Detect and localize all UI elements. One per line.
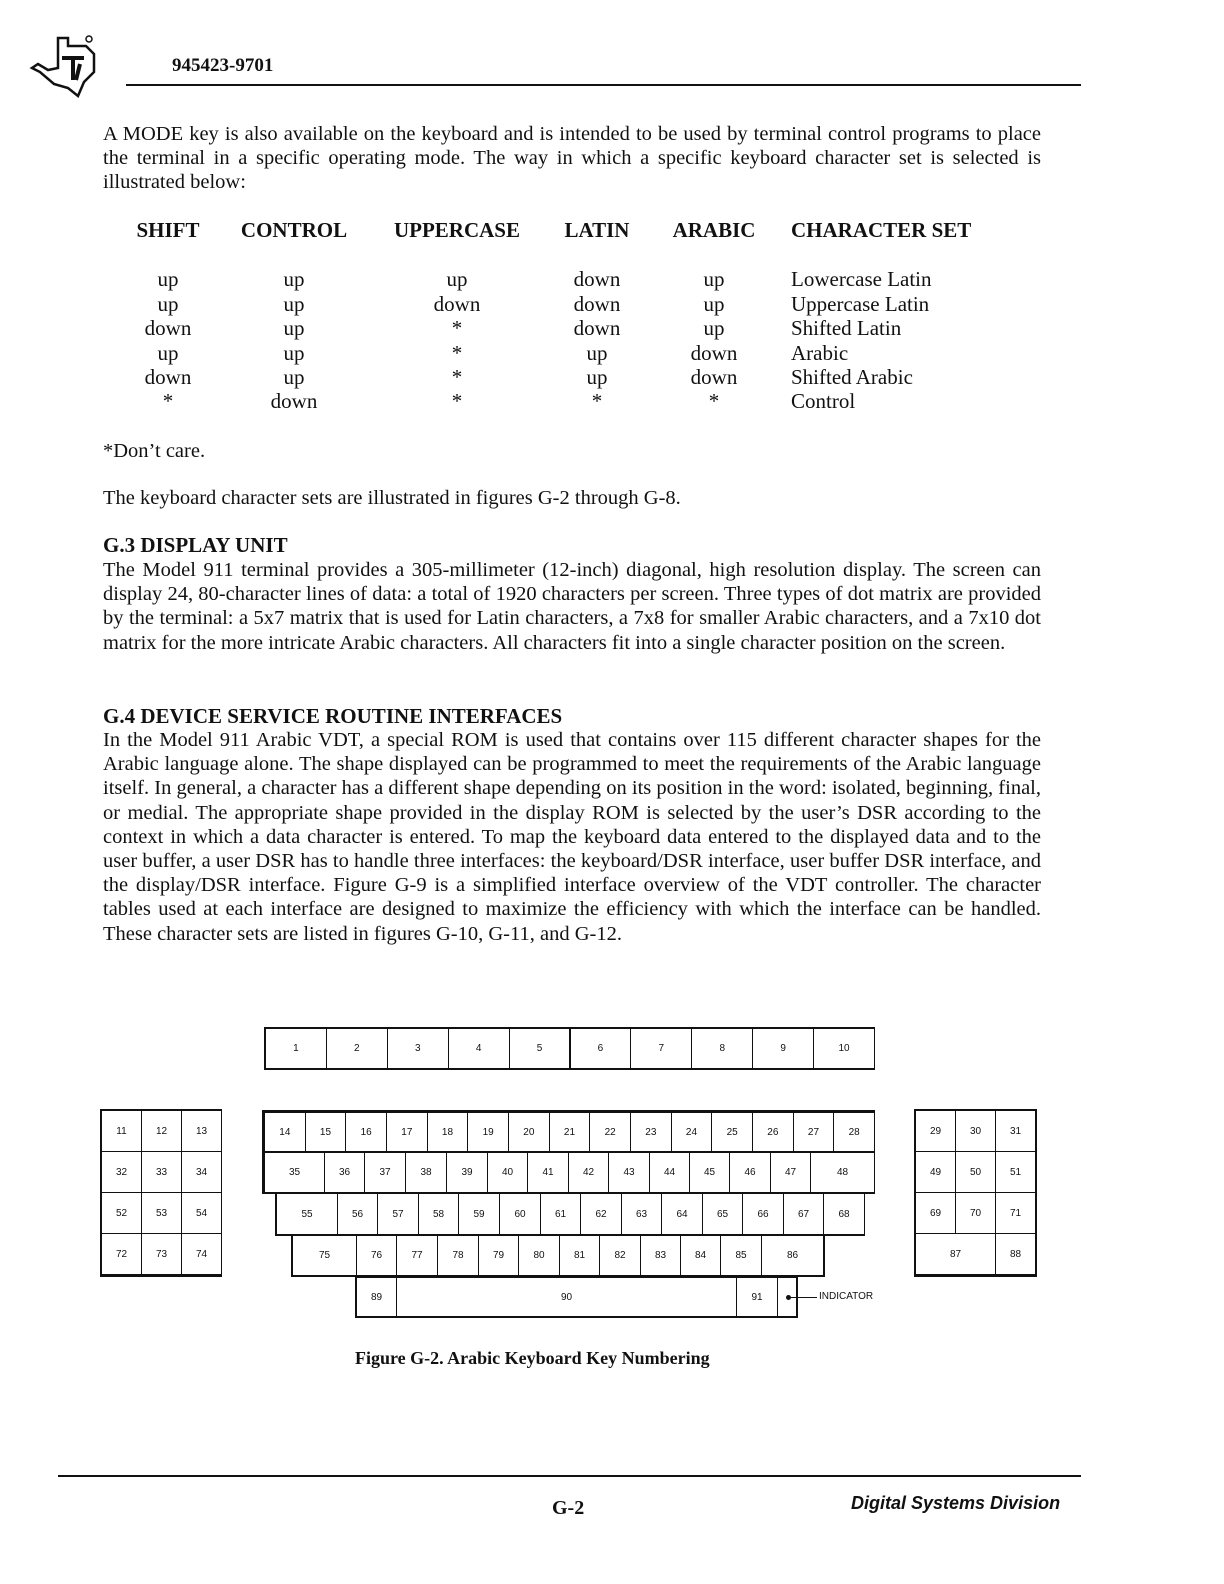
table-cell: up [283,365,305,389]
keyboard-key: 2 [326,1028,388,1069]
division-name: Digital Systems Division [851,1493,1061,1513]
figure-caption: Figure G-2. Arabic Keyboard Key Numbering [355,1348,710,1368]
keyboard-key: 79 [478,1235,519,1276]
keyboard-key: 76 [356,1235,397,1276]
table-cell: * [451,316,463,340]
table-header-3: UPPERCASE [393,218,520,242]
keyboard-key: 29 [915,1110,956,1152]
table-cell: up [157,292,179,316]
keyboard-key: 10 [813,1028,875,1069]
keyboard-key: 13 [181,1110,222,1152]
table-header-1: SHIFT [136,218,200,242]
section-g4-heading: G.4 DEVICE SERVICE ROUTINE INTERFACES [103,704,563,728]
table-header-5: ARABIC [672,218,756,242]
keyboard-key: 28 [833,1112,875,1152]
page-number: G-2 [552,1497,585,1519]
keyboard-key: 52 [101,1192,142,1234]
keyboard-key: 18 [427,1112,469,1152]
keyboard-key: 59 [458,1193,500,1235]
table-cell: up [586,365,608,389]
keyboard-key: 32 [101,1151,142,1193]
keyboard-key: 71 [995,1192,1036,1234]
section-g4-body: In the Model 911 Arabic VDT, a special ROM is used that contains over 115 different character shapes for the Arabic language alone. The shape displayed can be programmed to meet the requirements of the Arabic language itself. In general, a character has a different shape depending on its position in the word: isolated, beginning, final, or medial. The appropriate shape provided in the display ROM is selected by the user’s DSR according to the context in which a data character is entered. To map the keyboard data entered to the displayed data and to the user buffer, a user DSR has to handle three interfaces: the keyboard/DSR interface, user buffer DSR interface, and the display/DSR interface. Figure G-9 is a simplified interface overview of the VDT controller. The character tables used at each interface are designed to maximize the efficiency with which the interface can be handled. These character sets are listed in figures G-10, G-11, and G-12. [103,729,1041,945]
table-cell-character-set: Uppercase Latin [791,292,930,316]
table-cell: up [703,316,725,340]
keyboard-key: 55 [276,1193,338,1235]
keyboard-key: 3 [387,1028,449,1069]
keyboard-key: 12 [141,1110,182,1152]
keyboard-key: 31 [995,1110,1036,1152]
keyboard-key: 43 [608,1152,650,1193]
keyboard-key: 14 [264,1112,306,1152]
keyboard-key: 37 [364,1152,406,1193]
keyboard-key: 20 [508,1112,550,1152]
table-cell: * [591,389,603,413]
keyboard-key: 66 [742,1193,784,1235]
keyboard-key: 9 [752,1028,814,1069]
table-cell-character-set: Control [791,389,856,413]
keyboard-key: 15 [305,1112,347,1152]
table-cell-character-set: Shifted Arabic [791,365,913,389]
keyboard-key: 77 [396,1235,438,1276]
keyboard-key: 88 [995,1233,1036,1275]
table-cell: down [433,292,481,316]
keyboard-key: 17 [386,1112,428,1152]
indicator-leader-line [791,1297,817,1298]
table-cell: up [703,292,725,316]
table-cell: up [283,341,305,365]
keyboard-key: 38 [405,1152,447,1193]
keyboard-key: 6 [570,1028,632,1069]
figures-note: The keyboard character sets are illustrated in figures G-2 through G-8. [103,487,681,509]
keyboard-key: 4 [448,1028,510,1069]
keyboard-key: 91 [736,1277,778,1317]
table-cell: up [446,267,468,291]
keyboard-key: 75 [292,1235,357,1276]
intro-paragraph: A MODE key is also available on the keyboard and is intended to be used by terminal control programs to place the terminal in a specific operating mode. The way in which a specific keyboard character set is selected is illustrated below: [103,123,1041,194]
keyboard-key: 63 [621,1193,662,1235]
table-footnote: *Don’t care. [103,440,206,462]
table-cell: up [283,316,305,340]
keyboard-key: 16 [345,1112,387,1152]
keyboard-key: 64 [661,1193,703,1235]
section-g3-heading: G.3 DISPLAY UNIT [103,533,288,557]
keyboard-key: 22 [589,1112,631,1152]
keyboard-key: 33 [141,1151,182,1193]
table-cell: down [573,316,621,340]
keyboard-key: 8 [691,1028,753,1069]
keyboard-key: 61 [540,1193,581,1235]
keyboard-key: 67 [783,1193,824,1235]
keyboard-key: 83 [640,1235,681,1276]
table-cell: * [451,341,463,365]
keyboard-key: 19 [467,1112,509,1152]
keyboard-key: 44 [649,1152,690,1193]
keyboard-key: 7 [630,1028,692,1069]
keyboard-key: 47 [770,1152,811,1193]
table-cell: down [270,389,318,413]
keyboard-key: 87 [915,1233,996,1275]
keyboard-key: 46 [729,1152,771,1193]
table-cell: down [573,292,621,316]
table-cell: * [451,365,463,389]
keyboard-key: 62 [580,1193,622,1235]
table-cell: up [157,267,179,291]
table-cell: * [451,389,463,413]
keyboard-key: 72 [101,1233,142,1275]
table-cell: down [690,341,738,365]
table-header-2: CONTROL [240,218,348,242]
keyboard-key: 42 [568,1152,609,1193]
keyboard-key: 21 [549,1112,591,1152]
keyboard-key: 68 [823,1193,865,1235]
keyboard-key: 60 [499,1193,541,1235]
keyboard-key: 27 [793,1112,835,1152]
keyboard-key: 56 [337,1193,378,1235]
keyboard-key: 34 [181,1151,222,1193]
table-header-4: LATIN [564,218,630,242]
table-cell: up [586,341,608,365]
table-cell: up [283,267,305,291]
keyboard-key: 49 [915,1151,956,1193]
keyboard-key: 84 [680,1235,721,1276]
table-cell: down [690,365,738,389]
table-header-6: CHARACTER SET [791,218,972,242]
table-cell: up [703,267,725,291]
keyboard-key: 50 [955,1151,996,1193]
table-cell: down [573,267,621,291]
keyboard-key: 69 [915,1192,956,1234]
keyboard-key: 1 [265,1028,327,1069]
keyboard-key: 45 [689,1152,730,1193]
table-cell-character-set: Shifted Latin [791,316,902,340]
table-cell: * [162,389,174,413]
table-cell-character-set: Lowercase Latin [791,267,932,291]
keyboard-key: 5 [509,1028,571,1069]
header-rule [126,84,1081,86]
keyboard-key: 53 [141,1192,182,1234]
keyboard-key: 51 [995,1151,1036,1193]
table-cell-character-set: Arabic [791,341,849,365]
keyboard-key: 36 [324,1152,365,1193]
keyboard-key: 24 [671,1112,713,1152]
keyboard-key: 57 [377,1193,419,1235]
section-g3-body: The Model 911 terminal provides a 305-millimeter (12-inch) diagonal, high resolution display. The screen can display 24, 80-character lines of data: a total of 1920 characters per screen. Three types of dot matrix are provided by the terminal: a 5x7 matrix that is used for Latin characters, a 7x8 for smaller Arabic characters, and a 7x10 dot matrix for the more intricate Arabic characters. All characters fit into a single character position on the screen. [103,559,1041,654]
keyboard-key: 58 [418,1193,459,1235]
table-cell: up [283,292,305,316]
keyboard-key: 78 [437,1235,479,1276]
keyboard-key: 40 [487,1152,528,1193]
table-cell: up [157,341,179,365]
table-cell: down [144,365,192,389]
keyboard-key: 54 [181,1192,222,1234]
keyboard-key: 82 [599,1235,641,1276]
keyboard-key: 11 [101,1110,142,1152]
keyboard-key: 30 [955,1110,996,1152]
keyboard-key: 25 [711,1112,753,1152]
keyboard-key: 86 [761,1235,824,1276]
keyboard-key: 70 [955,1192,996,1234]
footer-rule [58,1475,1081,1477]
keyboard-key: 73 [141,1233,182,1275]
keyboard-key: 89 [356,1277,397,1317]
keyboard-key: 74 [181,1233,222,1275]
keyboard-key: 41 [527,1152,569,1193]
keyboard-key: 39 [446,1152,488,1193]
keyboard-key: 90 [396,1277,737,1317]
indicator-label: INDICATOR [819,1291,874,1302]
keyboard-key: 85 [720,1235,762,1276]
ti-logo [28,30,124,100]
table-cell: down [144,316,192,340]
keyboard-key: 80 [518,1235,560,1276]
keyboard-key: 23 [630,1112,672,1152]
keyboard-key: 35 [264,1152,325,1193]
document-number: 945423-9701 [172,55,274,76]
keyboard-key: 65 [702,1193,743,1235]
keyboard-key: 26 [752,1112,794,1152]
keyboard-key: 81 [559,1235,600,1276]
table-cell: * [708,389,720,413]
keyboard-key: 48 [810,1152,875,1193]
